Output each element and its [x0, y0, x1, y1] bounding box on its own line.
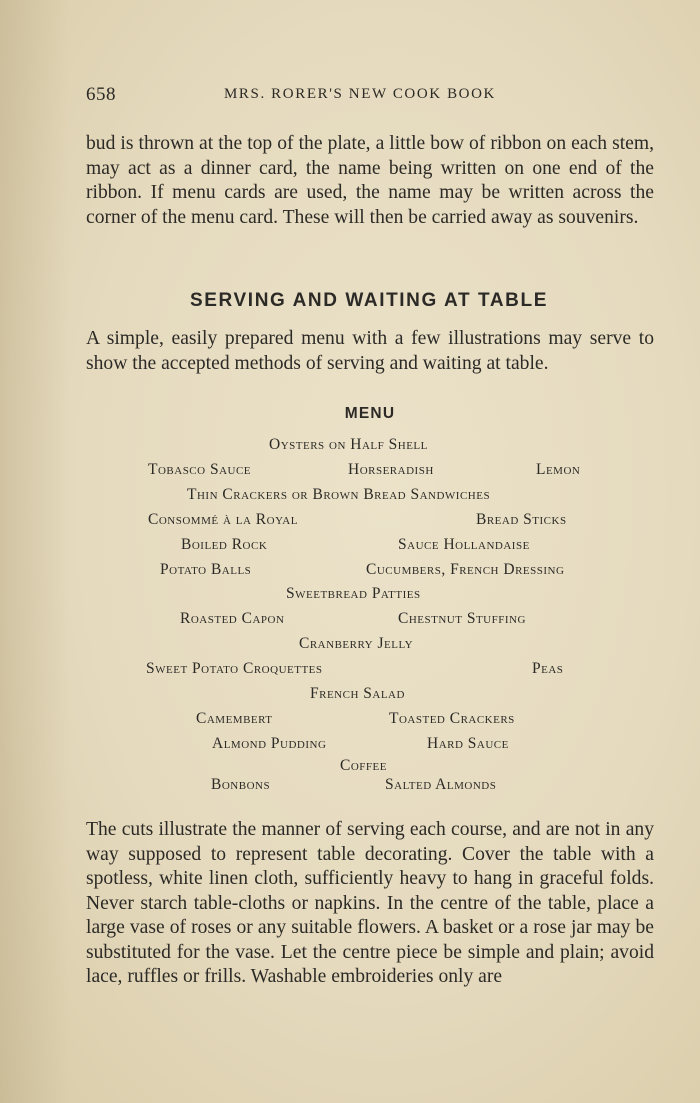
menu-item-cranberry-jelly: Cranberry Jelly [299, 635, 414, 652]
menu-item-peas: Peas [532, 660, 564, 677]
section-title: SERVING AND WAITING AT TABLE [190, 290, 548, 311]
menu-item-bread-sticks: Bread Sticks [476, 511, 567, 528]
menu-item-camembert: Camembert [196, 710, 273, 727]
menu-item-roasted-capon: Roasted Capon [180, 610, 285, 627]
menu-item-cucumbers: Cucumbers, French Dressing [366, 561, 565, 578]
menu-item-sauce-hollandaise: Sauce Hollandaise [398, 536, 530, 553]
menu-item-oysters: Oysters on Half Shell [269, 436, 428, 453]
menu-item-horseradish: Horseradish [348, 461, 434, 478]
menu-item-bonbons: Bonbons [211, 776, 271, 793]
menu-item-sweetbread-patties: Sweetbread Patties [286, 585, 421, 602]
menu-item-salted-almonds: Salted Almonds [385, 776, 497, 793]
section-lead-paragraph: A simple, easily prepared menu with a few illustrations may serve to show the accepted methods of serving and waiting at table. [86, 328, 654, 374]
menu-item-toasted-crackers: Toasted Crackers [389, 710, 515, 727]
intro-paragraph: bud is thrown at the top of the plate, a little bow of ribbon on each stem, may act as a dinner card, the name being written on one end of the ribbon. If menu cards are used, the name may be written across the corner of the menu card. These will then be carried away as souvenirs. [86, 133, 654, 228]
page-header [86, 84, 656, 112]
closing-paragraph: The cuts illustrate the manner of serving each course, and are not in any way supposed to represent table decorating. Cover the table with a spotless, white linen cloth, sufficiently heavy to hang in graceful folds. Never starch table-cloths or napkins. In the centre of the table, place a large vase of roses or any suitable flowers. A basket or a rose jar may be substituted for the vase. Let the centre piece be simple and plain; avoid lace, ruffles or frills. Washable embroideries only are [86, 819, 654, 987]
menu-title: MENU [344, 405, 396, 422]
menu-item-almond-pudding: Almond Pudding [212, 735, 327, 752]
menu-item-thin-crackers: Thin Crackers or Brown Bread Sandwiches [187, 486, 491, 503]
menu-item-chestnut-stuffing: Chestnut Stuffing [398, 610, 526, 627]
menu-item-tobasco-sauce: Tobasco Sauce [148, 461, 252, 478]
running-head: MRS. RORER'S NEW COOK BOOK [224, 86, 496, 102]
menu-item-potato-balls: Potato Balls [160, 561, 252, 578]
menu-item-sweet-potato-croquettes: Sweet Potato Croquettes [146, 660, 323, 677]
menu-item-boiled-rock: Boiled Rock [181, 536, 268, 553]
menu-item-consomme: Consommé à la Royal [148, 511, 298, 528]
page-number: 658 [86, 84, 116, 105]
menu-item-coffee: Coffee [340, 757, 387, 774]
menu-item-french-salad: French Salad [310, 685, 405, 702]
menu-item-hard-sauce: Hard Sauce [427, 735, 509, 752]
menu-item-lemon: Lemon [536, 461, 581, 478]
